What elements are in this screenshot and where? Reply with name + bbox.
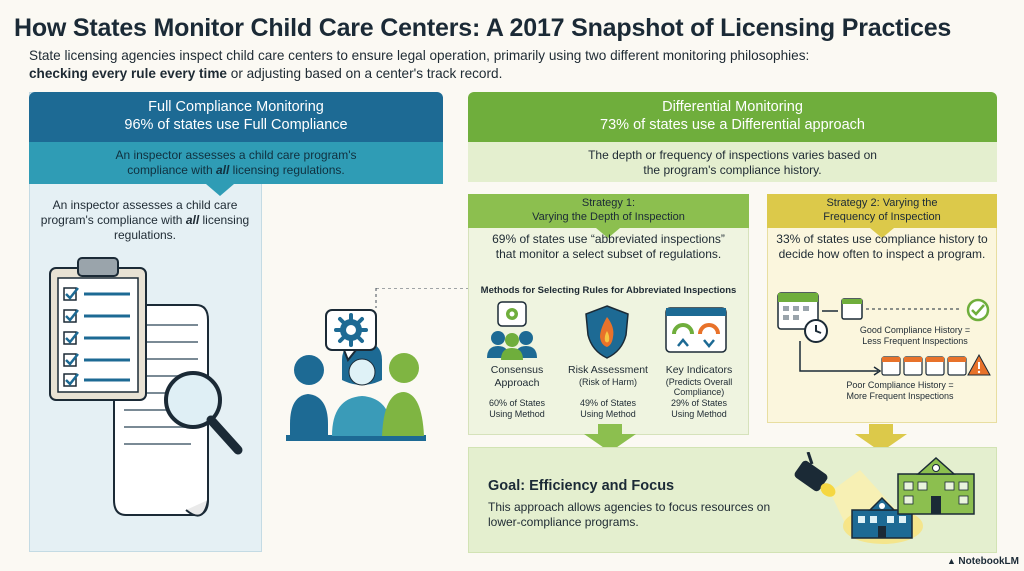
method-key-pct-b: Using Method [671, 408, 727, 419]
method-key-note: (Predicts Overall Compliance) [665, 376, 733, 397]
method-key-name: Key Indicators [665, 364, 733, 376]
clipboard-icon [50, 258, 146, 400]
strategy-1-title [468, 197, 749, 224]
poor-history-line-2: More Frequent Inspections [846, 391, 954, 401]
strategy-2-title-a: Strategy 2: Varying the [826, 197, 938, 209]
subtitle-line-2 [29, 66, 502, 81]
full-compliance-stat: 96% of states use Full Compliance [124, 117, 348, 133]
method-consensus-pct: 60% of States [488, 398, 546, 408]
poor-history-calendars [882, 357, 966, 375]
differential-stat: 73% of states use a Differential approach [600, 117, 865, 133]
poor-history-label [815, 380, 985, 402]
full-desc-line-1: An inspector assesses a child care program's [115, 148, 357, 162]
full-compliance-body [40, 198, 250, 243]
full-body-text: An inspector assesses a child care program's compliance with [40, 198, 238, 227]
subtitle-rest: or adjusting based on a center's track record. [226, 66, 503, 81]
page-title: How States Monitor Child Care Centers: A 2017 Snapshot of Licensing Practices [14, 14, 952, 42]
method-risk-note: (Risk of Harm) [579, 376, 637, 387]
full-compliance-pointer [206, 184, 234, 196]
full-desc-emphasis: all [215, 163, 230, 177]
full-compliance-heading: Full Compliance Monitoring [148, 99, 324, 115]
gear-icon [336, 315, 366, 345]
strategy-2-body-text: 33% of states use compliance history to decide how often to inspect a program. [776, 232, 988, 261]
goal-body: This approach allows agencies to focus resources on lower-compliance programs. [488, 500, 771, 529]
full-compliance-description [29, 148, 443, 178]
method-key-indicators [654, 364, 744, 398]
differential-description [468, 148, 997, 178]
strategy-1-label: Strategy 1: [581, 197, 636, 209]
consensus-group-icon [484, 300, 540, 360]
differential-title [468, 98, 997, 134]
warning-triangle-icon [968, 355, 990, 375]
method-key-pct: 29% of States [670, 398, 728, 408]
inspection-team-illustration [282, 288, 468, 448]
method-consensus-name-b: Approach [494, 376, 540, 389]
brand-text: NotebookLM [958, 556, 1019, 567]
school-building-icon [898, 458, 974, 514]
method-consensus-share [474, 398, 560, 419]
risk-shield-flame-icon [582, 303, 632, 361]
method-risk-name: Risk Assessment [568, 364, 648, 376]
strategy-2-title-b: Frequency of Inspection [823, 210, 941, 223]
differential-desc-text: The depth or frequency of inspections varies based on the program's compliance history. [588, 148, 877, 177]
poor-history-line-1: Poor Compliance History = [846, 380, 954, 390]
method-key-share [654, 398, 744, 419]
subtitle-line-1: State licensing agencies inspect child care centers to ensure legal operation, primarily using two different monitoring philosophies: [29, 48, 810, 63]
method-consensus [474, 364, 560, 389]
spotlight-buildings-illustration [790, 452, 990, 548]
method-risk-pct-b: Using Method [580, 408, 636, 419]
strategy-2-body [772, 232, 992, 262]
method-risk-pct: 49% of States [579, 398, 637, 408]
spotlight-icon [793, 452, 838, 500]
good-history-calendars [842, 299, 962, 319]
methods-title: Methods for Selecting Rules for Abbreviated Inspections [480, 285, 737, 296]
person-right-icon [382, 392, 424, 436]
full-compliance-title [29, 98, 443, 134]
full-desc-end: licensing regulations. [229, 163, 345, 177]
goal-title: Goal: Efficiency and Focus [488, 478, 675, 494]
key-indicators-dashboard-icon [664, 306, 728, 354]
method-risk-share [560, 398, 656, 419]
check-circle-icon [968, 300, 988, 320]
subtitle-emphasis: checking every rule every time [29, 66, 227, 81]
full-desc-text: compliance with [127, 163, 216, 177]
good-history-line-2: Less Frequent Inspections [862, 336, 968, 346]
person-left-icon [290, 394, 328, 438]
differential-heading: Differential Monitoring [662, 99, 803, 115]
method-consensus-name: Consensus [490, 364, 544, 376]
full-body-emphasis: all [185, 213, 200, 227]
method-risk [560, 364, 656, 387]
clipboard-checklist-illustration [36, 250, 276, 540]
good-history-line-1: Good Compliance History = [859, 325, 971, 335]
method-consensus-pct-b: Using Method [489, 408, 545, 419]
strategy-2-title [767, 197, 997, 224]
calendar-clock-icon [778, 293, 827, 342]
brand-label [947, 556, 1019, 567]
strategy-1-body [475, 232, 742, 262]
full-desc-line-2 [29, 163, 443, 178]
strategy-1-name: Varying the Depth of Inspection [532, 210, 685, 223]
strategy-1-body-text: 69% of states use “abbreviated inspections” that monitor a select subset of regulations. [492, 232, 725, 261]
good-history-label [838, 325, 992, 347]
full-body-end: licensing regulations. [113, 213, 250, 242]
brand-icon: ▲ [947, 556, 959, 566]
